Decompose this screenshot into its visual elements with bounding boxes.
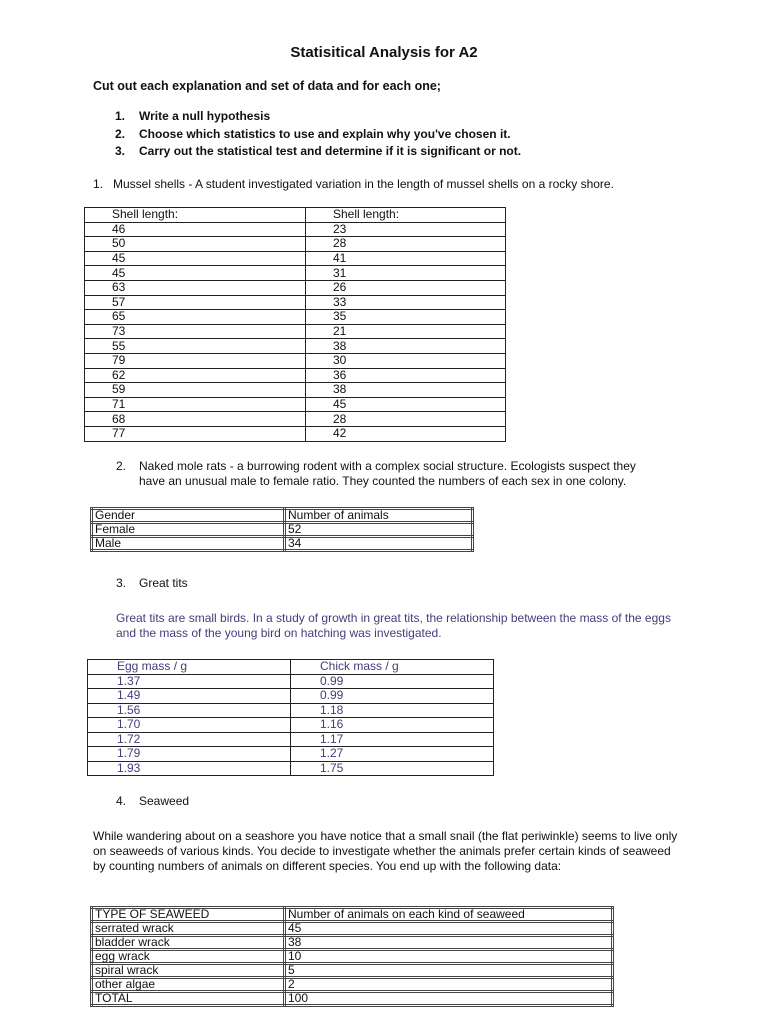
table-cell: 0.99	[291, 674, 494, 689]
table-cell: 1.17	[291, 732, 494, 747]
table-cell: 28	[306, 237, 506, 252]
table-cell: 1.18	[291, 703, 494, 718]
table-row	[92, 922, 613, 936]
table-cell: 5	[285, 964, 613, 978]
table-cell: 36	[306, 368, 506, 383]
table-cell: 1.75	[291, 761, 494, 776]
table-cell: TYPE OF SEAWEED	[92, 908, 285, 922]
table-row	[85, 237, 506, 252]
table-cell: 21	[306, 324, 506, 339]
table-row	[92, 537, 473, 551]
table-cell: 45	[85, 251, 306, 266]
instruction-step: 1. Write a null hypothesis	[115, 109, 271, 123]
mole-rat-table	[90, 507, 474, 552]
table-cell: 57	[85, 295, 306, 310]
instructions-intro: Cut out each explanation and set of data and for each one;	[93, 79, 441, 93]
table-row	[92, 992, 613, 1006]
instruction-step: 2. Choose which statistics to use and explain why you've chosen it.	[115, 126, 511, 141]
table-row	[88, 674, 494, 689]
table-cell: 30	[306, 353, 506, 368]
table-row	[88, 732, 494, 747]
table-row	[92, 964, 613, 978]
table-cell: 73	[85, 324, 306, 339]
table-row	[85, 412, 506, 427]
table-cell: 1.56	[88, 703, 291, 718]
table-row	[85, 222, 506, 237]
table-cell: 0.99	[291, 689, 494, 704]
table-cell: 68	[85, 412, 306, 427]
seaweed-table	[90, 906, 614, 1007]
table-cell: 10	[285, 950, 613, 964]
table-cell: 1.37	[88, 674, 291, 689]
table-row	[85, 353, 506, 368]
table-cell: 31	[306, 266, 506, 281]
column-header: Shell length:	[306, 208, 506, 223]
table-row	[85, 280, 506, 295]
table-cell: 38	[306, 339, 506, 354]
table-header-row	[88, 660, 494, 675]
table-cell: 55	[85, 339, 306, 354]
table-row	[92, 978, 613, 992]
question-4-heading: 4. Seaweed	[116, 794, 190, 808]
table-row	[92, 509, 473, 523]
table-cell: 1.16	[291, 718, 494, 733]
table-cell: 1.79	[88, 747, 291, 762]
table-cell: 45	[306, 397, 506, 412]
table-cell: 1.49	[88, 689, 291, 704]
table-cell: 46	[85, 222, 306, 237]
table-cell: 77	[85, 426, 306, 441]
table-cell: 65	[85, 310, 306, 325]
table-row	[85, 266, 506, 281]
table-cell: TOTAL	[92, 992, 285, 1006]
table-cell: egg wrack	[92, 950, 285, 964]
table-cell: 35	[306, 310, 506, 325]
column-header: Shell length:	[85, 208, 306, 223]
table-row	[88, 761, 494, 776]
instruction-steps	[115, 108, 521, 161]
instruction-step: 3. Carry out the statistical test and determine if it is significant or not.	[115, 144, 522, 158]
table-row	[85, 324, 506, 339]
table-cell: 2	[285, 978, 613, 992]
table-row	[85, 383, 506, 398]
table-cell: 38	[285, 936, 613, 950]
table-row	[92, 523, 473, 537]
column-header: Chick mass / g	[291, 660, 494, 675]
table-row	[85, 295, 506, 310]
table-cell: Number of animals	[285, 509, 473, 523]
table-cell: Male	[92, 537, 285, 551]
table-row	[88, 689, 494, 704]
table-cell: 71	[85, 397, 306, 412]
table-cell: 59	[85, 383, 306, 398]
table-row	[85, 251, 506, 266]
table-cell: Female	[92, 523, 285, 537]
table-cell: 38	[306, 383, 506, 398]
table-cell: 28	[306, 412, 506, 427]
table-cell: 33	[306, 295, 506, 310]
column-header: Egg mass / g	[88, 660, 291, 675]
table-cell: 26	[306, 280, 506, 295]
table-row	[85, 397, 506, 412]
table-cell: 41	[306, 251, 506, 266]
table-cell: 45	[285, 922, 613, 936]
table-cell: Gender	[92, 509, 285, 523]
table-header-row	[85, 208, 506, 223]
table-cell: 100	[285, 992, 613, 1006]
question-1-text: 1. Mussel shells - A student investigated variation in the length of mussel shells on a rocky shore.	[93, 177, 614, 191]
great-tit-table	[87, 659, 494, 776]
table-row	[85, 339, 506, 354]
table-cell: 1.72	[88, 732, 291, 747]
mussel-shell-table	[84, 207, 506, 442]
table-cell: 79	[85, 353, 306, 368]
table-cell: 1.27	[291, 747, 494, 762]
table-cell: 52	[285, 523, 473, 537]
table-cell: 50	[85, 237, 306, 252]
table-row	[85, 368, 506, 383]
table-row	[92, 950, 613, 964]
table-cell: 63	[85, 280, 306, 295]
page-title: Statisitical Analysis for A2	[290, 44, 478, 61]
table-row	[85, 426, 506, 441]
question-3-heading: 3. Great tits	[116, 576, 188, 590]
table-cell: other algae	[92, 978, 285, 992]
table-cell: bladder wrack	[92, 936, 285, 950]
table-row	[92, 936, 613, 950]
question-3-text: Great tits are small birds. In a study of growth in great tits, the relationship between the mass of the eggs and the mass of the young bird on hatching was investigated.	[116, 611, 671, 640]
table-cell: 23	[306, 222, 506, 237]
table-cell: 1.93	[88, 761, 291, 776]
table-cell: spiral wrack	[92, 964, 285, 978]
table-cell: serrated wrack	[92, 922, 285, 936]
question-4-text: While wandering about on a seashore you have notice that a small snail (the flat periwinkle) seems to live only on seaweeds of various kinds. You decide to investigate whether the animals prefer certain kinds of seaweed by counting numbers of animals on different species. You end up with the following data:	[93, 829, 678, 873]
question-2-text: 2. Naked mole rats - a burrowing rodent with a complex social structure. Ecologists suspect they have an unusual male to female ratio. They counted the numbers of each sex in one colony.	[116, 459, 636, 488]
table-cell: 34	[285, 537, 473, 551]
table-row	[88, 703, 494, 718]
table-cell: 42	[306, 426, 506, 441]
table-row	[92, 908, 613, 922]
table-cell: Number of animals on each kind of seaweed	[285, 908, 613, 922]
table-row	[85, 310, 506, 325]
table-row	[88, 747, 494, 762]
table-cell: 1.70	[88, 718, 291, 733]
table-row	[88, 718, 494, 733]
table-cell: 45	[85, 266, 306, 281]
table-cell: 62	[85, 368, 306, 383]
